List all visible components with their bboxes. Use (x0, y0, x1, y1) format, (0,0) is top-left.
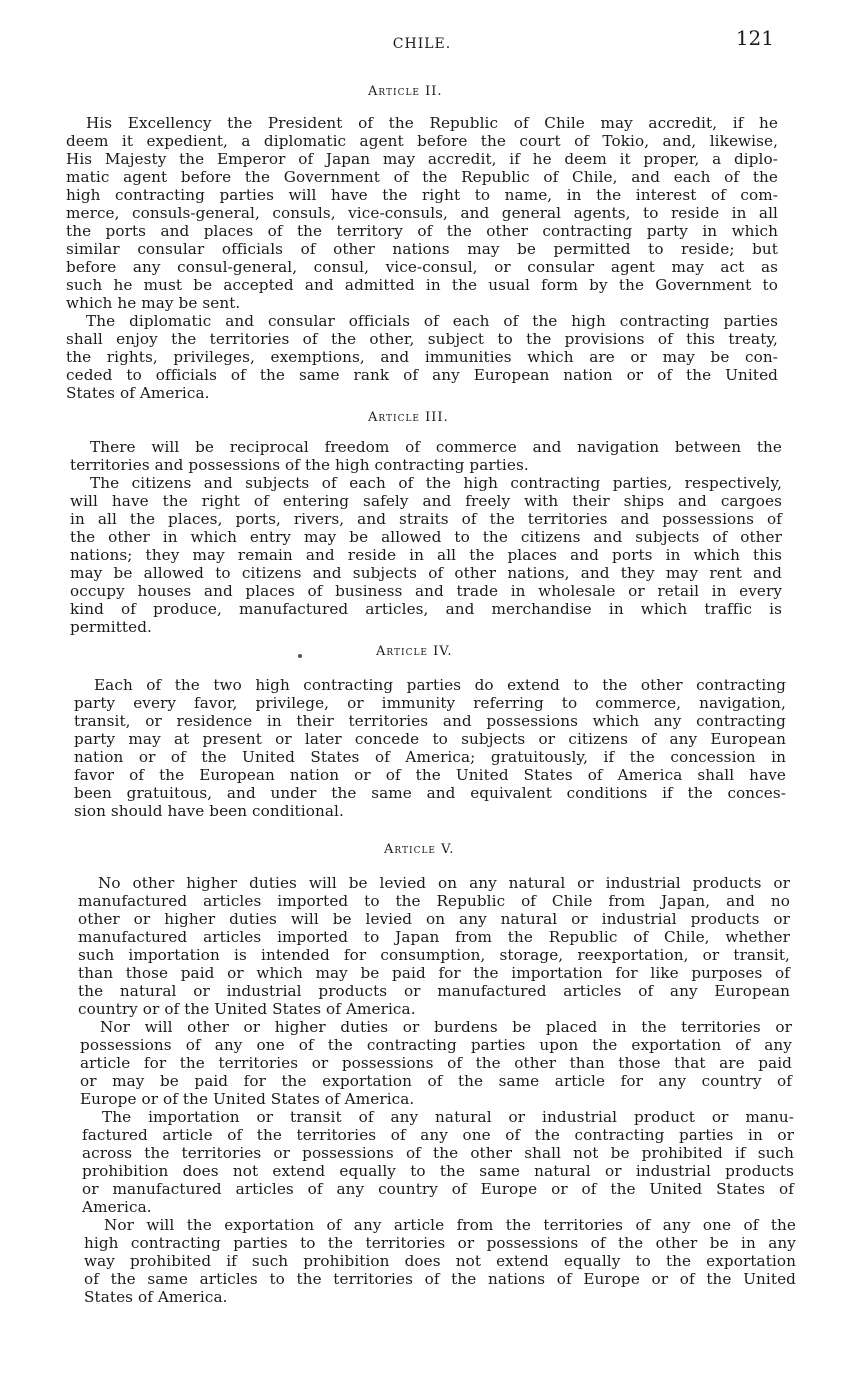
text-line: of the same articles to the territories of the nations of Europe or of the United (84, 1270, 796, 1288)
text-line: such he must be accepted and admitted in the usual form by the Government to (66, 276, 778, 294)
text-line: before any consul-general, consul, vice-consul, or consular agent may act as (66, 258, 778, 276)
text-line: nation or of the United States of America; gratuitously, if the concession in (74, 748, 786, 766)
text-line: Europe or of the United States of America. (80, 1090, 415, 1108)
text-line: been gratuitous, and under the same and equivalent conditions if the conces- (74, 784, 786, 802)
text-line: the other in which entry may be allowed to the citizens and subjects of other (70, 528, 782, 546)
text-line: which he may be sent. (66, 294, 241, 312)
text-line: manufactured articles imported to Japan from the Republic of Chile, whether (78, 928, 790, 946)
text-line: possessions of any one of the contracting parties upon the exportation of any (80, 1036, 792, 1054)
text-line: the ports and places of the territory of the other contracting party in which (66, 222, 778, 240)
text-line: will have the right of entering safely and freely with their ships and cargoes (70, 492, 782, 510)
text-line: or manufactured articles of any country of Europe or of the United States of (82, 1180, 794, 1198)
text-line: prohibition does not extend equally to the same natural or industrial products (82, 1162, 794, 1180)
text-line: party every favor, privilege, or immunity referring to commerce, navigation, (74, 694, 786, 712)
paragraph (70, 474, 782, 636)
text-line: territories and possessions of the high contracting parties. (70, 456, 529, 474)
text-line: States of America. (84, 1288, 228, 1306)
text-line: permitted. (70, 618, 152, 636)
text-line: The citizens and subjects of each of the high contracting parties, respectively, (90, 474, 782, 492)
text-line: the natural or industrial products or manufactured articles of any European (78, 982, 790, 1000)
text-line: party may at present or later concede to subjects or citizens of any European (74, 730, 786, 748)
text-line: transit, or residence in their territories and possessions which any contracting (74, 712, 786, 730)
text-line: States of America. (66, 384, 210, 402)
text-line: manufactured articles imported to the Republic of Chile from Japan, and no (78, 892, 790, 910)
page-number: 121 (735, 26, 774, 50)
text-line: The diplomatic and consular officials of each of the high contracting parties (86, 312, 778, 330)
text-line: or may be paid for the exportation of the same article for any country of (80, 1072, 792, 1090)
text-line: Nor will the exportation of any article from the territories of any one of the (104, 1216, 796, 1234)
article-heading: Article II. (368, 84, 443, 99)
text-line: factured article of the territories of any one of the contracting parties in or (82, 1126, 794, 1144)
text-line: occupy houses and places of business and trade in wholesale or retail in every (70, 582, 782, 600)
text-line: than those paid or which may be paid for the importation for like purposes of (78, 964, 790, 982)
text-line: The importation or transit of any natural or industrial product or manu- (102, 1108, 794, 1126)
paragraph (82, 1108, 794, 1216)
text-line: There will be reciprocal freedom of commerce and navigation between the (90, 438, 782, 456)
text-line: favor of the European nation or of the United States of America shall have (74, 766, 786, 784)
text-line: high contracting parties will have the right to name, in the interest of com- (66, 186, 778, 204)
text-line: No other higher duties will be levied on any natural or industrial products or (98, 874, 790, 892)
paragraph (70, 438, 782, 474)
article-heading: Article IV. (376, 644, 453, 659)
text-line: way prohibited if such prohibition does not extend equally to the exportation (84, 1252, 796, 1270)
text-line: across the territories or possessions of the other shall not be prohibited if such (82, 1144, 794, 1162)
article-heading: Article V. (384, 842, 455, 857)
text-line: high contracting parties to the territories or possessions of the other be in any (84, 1234, 796, 1252)
text-line: article for the territories or possessions of the other than those that are paid (80, 1054, 792, 1072)
text-line: in all the places, ports, rivers, and straits of the territories and possessions of (70, 510, 782, 528)
text-line: matic agent before the Government of the Republic of Chile, and each of the (66, 168, 778, 186)
paragraph (78, 874, 790, 1018)
text-line: America. (82, 1198, 152, 1216)
text-line: sion should have been conditional. (74, 802, 344, 820)
text-line: ceded to officials of the same rank of any European nation or of the United (66, 366, 778, 384)
text-line: Each of the two high contracting parties do extend to the other contracting (94, 676, 786, 694)
paragraph (84, 1216, 796, 1306)
paragraph (66, 114, 778, 312)
text-line: Nor will other or higher duties or burdens be placed in the territories or (100, 1018, 792, 1036)
text-line: shall enjoy the territories of the other, subject to the provisions of this treaty, (66, 330, 778, 348)
paragraph (80, 1018, 792, 1108)
paragraph (74, 676, 786, 820)
text-line: other or higher duties will be levied on any natural or industrial products or (78, 910, 790, 928)
running-head: CHILE. (392, 36, 452, 52)
text-line: may be allowed to citizens and subjects of other nations, and they may rent and (70, 564, 782, 582)
text-line: the rights, privileges, exemptions, and immunities which are or may be con- (66, 348, 778, 366)
text-line: kind of produce, manufactured articles, and merchandise in which traffic is (70, 600, 782, 618)
text-line: nations; they may remain and reside in all the places and ports in which this (70, 546, 782, 564)
paragraph (66, 312, 778, 402)
text-line: His Excellency the President of the Republic of Chile may accredit, if he (86, 114, 778, 132)
text-line: merce, consuls-general, consuls, vice-consuls, and general agents, to reside in all (66, 204, 778, 222)
text-line: country or of the United States of America. (78, 1000, 416, 1018)
article-heading: Article III. (368, 410, 449, 425)
text-line: similar consular officials of other nations may be permitted to reside; but (66, 240, 778, 258)
text-line: such importation is intended for consumption, storage, reexportation, or transit, (78, 946, 790, 964)
text-line: His Majesty the Emperor of Japan may accredit, if he deem it proper, a diplo- (66, 150, 778, 168)
ink-speck (298, 654, 302, 658)
text-line: deem it expedient, a diplomatic agent before the court of Tokio, and, likewise, (66, 132, 778, 150)
